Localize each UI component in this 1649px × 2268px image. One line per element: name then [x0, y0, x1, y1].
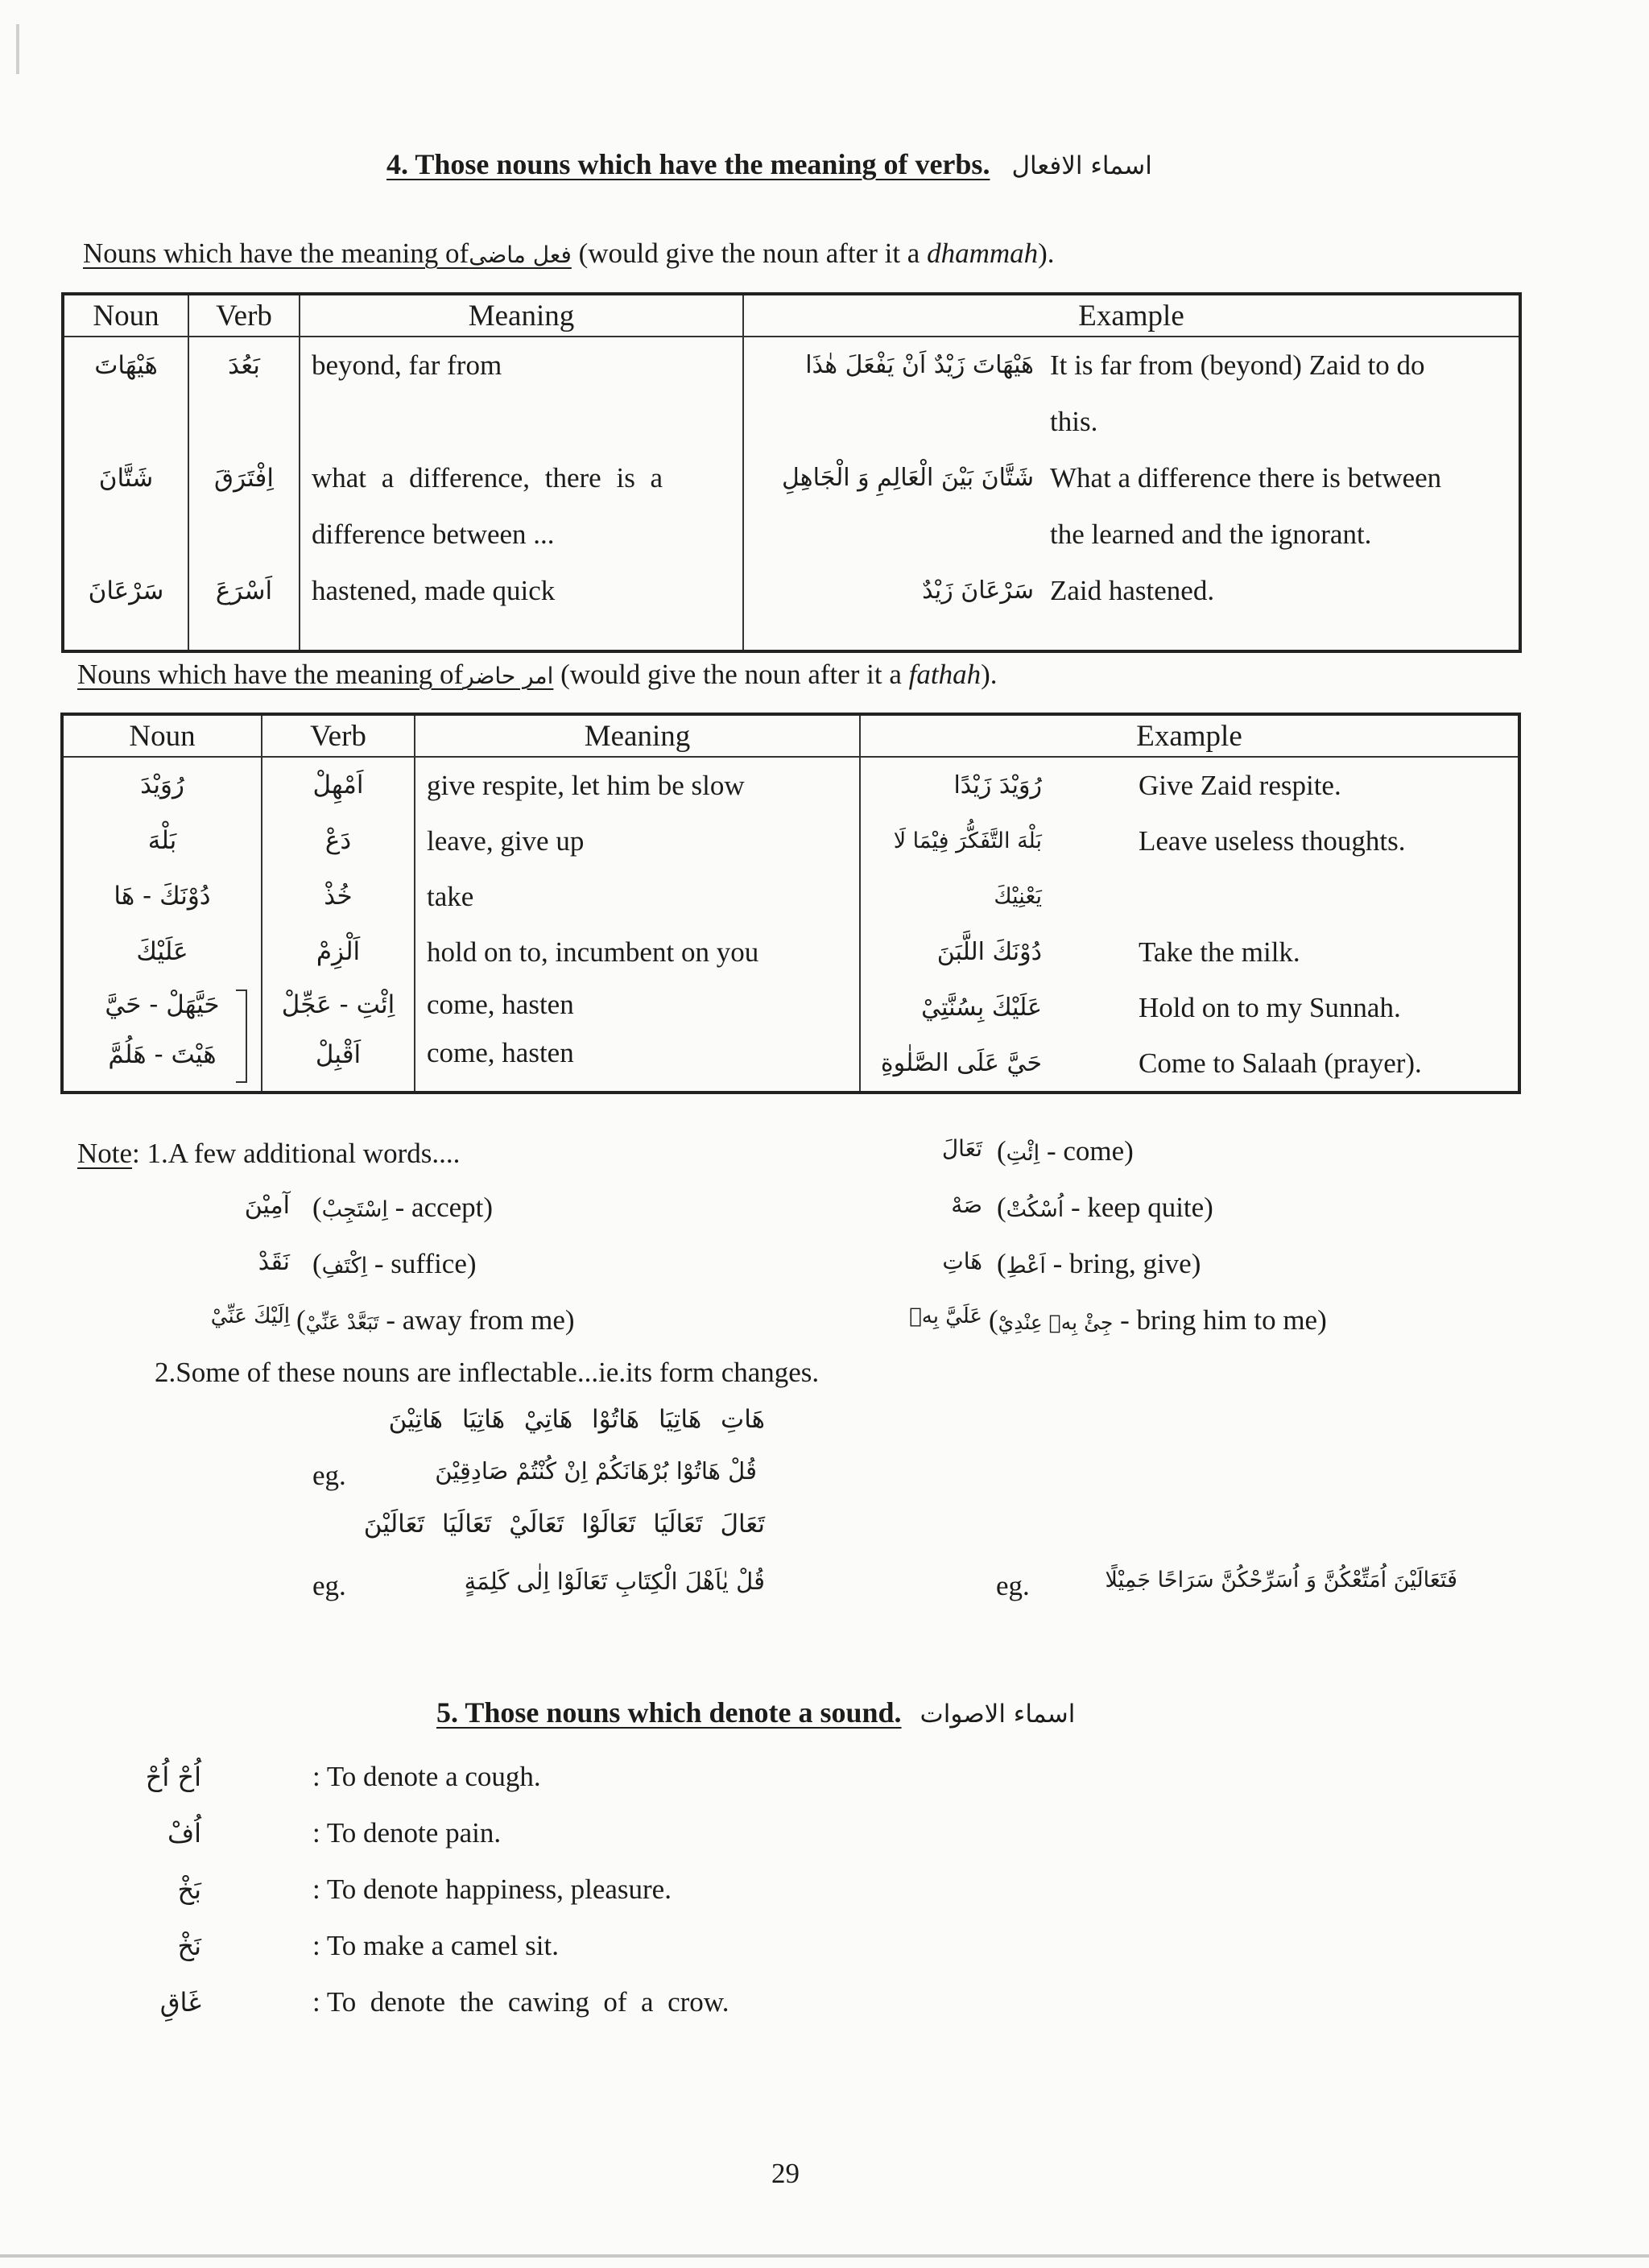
example-english: Give Zaid respite.: [1139, 770, 1341, 801]
word-gloss-arabic: اِئْتِ: [1006, 1141, 1040, 1166]
noun-cell: شَتَّانَ: [98, 464, 154, 493]
list-item: [113, 1805, 729, 1861]
sound-meaning: : To denote happiness, pleasure.: [312, 1873, 672, 1905]
past-meaning-table: [61, 292, 1522, 653]
sound-arabic: اُفْ: [167, 1818, 201, 1849]
word-gloss-english: - keep quite): [1064, 1192, 1213, 1223]
section-4-heading: [386, 147, 1152, 181]
example-cell: [744, 563, 1519, 619]
header-example: Example: [743, 294, 1520, 337]
imperative-intro-end: ).: [981, 659, 998, 690]
page-edge: [0, 2254, 1649, 2258]
section-5-title-arabic: اسماء الاصوات: [920, 1700, 1076, 1729]
note-line-2: 2.Some of these nouns are inflectable...ie.its form changes.: [155, 1357, 820, 1388]
noun-cell: هَيْهَاتَ: [94, 351, 158, 380]
word-gloss-english: - come): [1039, 1135, 1134, 1167]
sound-meaning: : To denote a cough.: [312, 1761, 541, 1792]
example-line: What a difference there is between: [1050, 462, 1442, 494]
noun-cell: حَيَّهَلْ - حَيَّ: [105, 990, 220, 1019]
word-arabic: عَلَيَّ بِهٖ: [909, 1304, 982, 1328]
example-arabic: سَرْعَانَ زَيْدٌ: [922, 576, 1034, 605]
hati-example: قُلْ هَاتُوْا بُرْهَانَكُمْ اِنْ كُنْتُمْ صَادِقِيْنَ: [435, 1457, 757, 1485]
verb-cell: خُذْ: [324, 882, 353, 911]
word-gloss-arabic: تَبَعَّدْ عَنِّيْ: [305, 1311, 379, 1334]
table-header-row: [62, 714, 1519, 757]
past-intro-end: ).: [1038, 238, 1055, 269]
verb-cell: بَعُدَ: [228, 351, 260, 380]
example-english: [1042, 450, 1441, 563]
header-noun: Noun: [62, 714, 262, 757]
sound-arabic: بَخْ: [177, 1874, 201, 1905]
sound-list: [113, 1749, 729, 2030]
sound-arabic: نَخْ: [177, 1931, 201, 1961]
word-arabic: صَهْ: [951, 1192, 982, 1218]
meaning-cell: come, hasten: [427, 989, 574, 1020]
meaning-line: hastened, made quick: [312, 575, 556, 606]
table-header-row: [63, 294, 1520, 337]
hati-forms: هَاتِ هَاتِيَا هَاتُوْا هَاتِيْ هَاتِيَا هَاتِيْنَ: [388, 1405, 765, 1434]
example-line: Zaid hastened.: [1050, 575, 1215, 606]
word-gloss-english: - bring him to me): [1113, 1304, 1327, 1336]
verb-cell: دَعْ: [324, 826, 352, 855]
example-arabic: هَيْهَاتَ زَيْدٌ اَنْ يَفْعَلَ هٰذَا: [805, 351, 1034, 379]
note-words-left: [201, 1192, 684, 1361]
imperative-intro-rest: (would give the noun after it a: [553, 659, 909, 690]
meaning-cell: come, hasten: [427, 1037, 574, 1068]
noun-cell: دُوْنَكَ - هَا: [114, 882, 211, 911]
word-arabic: هَاتِ: [942, 1248, 982, 1274]
scan-mark: [16, 24, 19, 74]
verb-cell: اَقْبِلْ: [315, 1040, 362, 1069]
sound-meaning: : To make a camel sit.: [312, 1930, 559, 1961]
note-line-1: [77, 1138, 460, 1170]
example-arabic: بَلْهَ التَّفَكُّرَ فِيْمَا لَا يَعْنِيْكَ: [893, 828, 1042, 909]
section-5-title: 5. Those nouns which denote a sound.: [436, 1696, 902, 1729]
example-english: Hold on to my Sunnah.: [1139, 992, 1401, 1023]
table-row: [62, 757, 1519, 1093]
meaning-cell: hold on to, incumbent on you: [427, 936, 759, 968]
example-line: It is far from (beyond) Zaid to do: [1050, 349, 1425, 381]
noun-cell: سَرْعَانَ: [88, 576, 164, 605]
word-arabic: تَعَالَ: [941, 1135, 982, 1162]
meaning-cell: [312, 337, 742, 450]
example-english: Take the milk.: [1139, 936, 1300, 968]
imperative-intro-label: Nouns which have the meaning of: [77, 659, 464, 690]
header-noun: Noun: [63, 294, 188, 337]
imperative-intro-italic: fathah: [908, 659, 982, 690]
example-cell: [744, 337, 1519, 450]
verb-cell: اِفْتَرَقَ: [214, 464, 274, 493]
example-english: Leave useless thoughts.: [1139, 825, 1406, 857]
imperative-intro-arabic: امر حاضر: [463, 663, 554, 689]
word-gloss-arabic: اُسْكُتْ: [1006, 1197, 1064, 1222]
header-verb: Verb: [188, 294, 300, 337]
list-item: [113, 1918, 729, 1974]
sound-arabic: اُحْ اُحْ: [145, 1762, 201, 1792]
page-number: 29: [771, 2158, 800, 2189]
word-gloss-arabic: اِكْتَفِ: [321, 1254, 368, 1279]
meaning-cell: give respite, let him be slow: [427, 770, 745, 801]
example-line: the learned and the ignorant.: [1050, 518, 1372, 550]
example-cell: [861, 758, 1518, 813]
list-item: [113, 1974, 729, 2030]
past-intro-label: Nouns which have the meaning of: [83, 238, 469, 269]
eg-label: eg.: [312, 1570, 346, 1601]
word-arabic: آمِيْنَ: [244, 1192, 290, 1220]
list-item: آمِيْنَ (اِسْتَجِبْ - accept): [201, 1192, 684, 1248]
note-label: Note: [77, 1138, 133, 1169]
list-item: هَاتِ (اَعْطِ - bring, give): [902, 1248, 1465, 1304]
word-gloss-english: - suffice): [367, 1248, 477, 1279]
example-arabic: حَيَّ عَلَى الصَّلٰوةِ: [880, 1049, 1042, 1077]
past-intro: [83, 238, 1055, 270]
meaning-cell: [312, 563, 742, 619]
meaning-cell: leave, give up: [427, 825, 585, 857]
example-cell: [861, 980, 1518, 1035]
sound-meaning: : To denote the cawing of a crow.: [312, 1986, 729, 2018]
meaning-line: beyond, far from: [312, 349, 502, 381]
table-row: [63, 337, 1520, 651]
list-item: نَقَدْ (اِكْتَفِ - suffice): [201, 1248, 684, 1304]
word-gloss-english: - bring, give): [1045, 1248, 1201, 1279]
example-english: Come to Salaah (prayer).: [1139, 1047, 1422, 1079]
verb-cell: اَمْهِلْ: [312, 770, 364, 799]
meaning-cell: take: [427, 881, 474, 912]
taala-example-2: فَتَعَالَيْنَ اُمَتِّعْكُنَّ وَ اُسَرِّحْكُنَّ سَرَاحًا جَمِيْلًا: [1105, 1568, 1457, 1593]
example-line: this.: [1050, 406, 1098, 437]
list-item: تَعَالَ (اِئْتِ - come): [902, 1135, 1465, 1192]
header-example: Example: [860, 714, 1519, 757]
eg-label: eg.: [312, 1460, 346, 1491]
word-gloss-english: - accept): [387, 1192, 494, 1223]
grouping-bracket: [236, 989, 247, 1083]
example-arabic: شَتَّانَ بَيْنَ الْعَالِمِ وَ الْجَاهِلِ: [782, 464, 1034, 492]
example-english: [1042, 563, 1214, 619]
past-intro-arabic: فعل ماضى: [469, 242, 572, 268]
meaning-cell: [312, 450, 742, 563]
noun-cell: عَلَيْكَ: [136, 937, 188, 966]
example-arabic: دُوْنَكَ اللَّبَنَ: [936, 938, 1042, 966]
header-meaning: Meaning: [415, 714, 860, 757]
imperative-meaning-table: [60, 713, 1521, 1094]
section-4-title-arabic: اسماء الافعال: [1011, 151, 1152, 180]
noun-cell: بَلْهَ: [147, 826, 177, 855]
example-cell: [861, 924, 1518, 980]
past-intro-rest: (would give the noun after it a: [571, 238, 928, 269]
header-verb: Verb: [262, 714, 415, 757]
list-item: صَهْ (اُسْكُتْ - keep quite): [902, 1192, 1465, 1248]
word-gloss-arabic: اَعْطِ: [1006, 1254, 1046, 1279]
section-5-heading: [436, 1696, 1075, 1729]
verb-cell: اَسْرَعَ: [215, 576, 273, 605]
word-gloss-arabic: اِسْتَجِبْ: [321, 1197, 388, 1222]
meaning-line: difference between ...: [312, 518, 555, 550]
past-intro-italic: dhammah: [927, 238, 1039, 269]
imperative-intro: [77, 659, 998, 691]
word-arabic: نَقَدْ: [258, 1248, 290, 1276]
noun-cell: رُوَيْدَ: [140, 770, 184, 799]
noun-cell: هَيْتَ - هَلُمَّ: [108, 1040, 217, 1069]
example-arabic: عَلَيْكَ بِسُنَّتِيْ: [921, 994, 1042, 1022]
list-item: [113, 1749, 729, 1805]
header-meaning: Meaning: [300, 294, 743, 337]
word-gloss-english: - away from me): [378, 1304, 575, 1336]
list-item: عَلَيَّ بِهٖ (جِئْ بِهٖ عِنْدِيْ - bring him to me): [894, 1304, 1465, 1361]
verb-cell: اَلْزِمْ: [316, 937, 361, 966]
example-english: [1042, 337, 1425, 450]
eg-label: eg.: [996, 1570, 1030, 1601]
verb-cell: اِئْتِ - عَجِّلْ: [281, 990, 395, 1019]
note-words-right: [902, 1135, 1465, 1361]
word-gloss-arabic: جِئْ بِهٖ عِنْدِيْ: [998, 1311, 1114, 1334]
example-cell: [744, 450, 1519, 563]
list-item: [113, 1861, 729, 1918]
taala-example: قُلْ يٰاَهْلَ الْكِتَابِ تَعَالَوْا اِلٰى كَلِمَةٍ: [464, 1568, 765, 1595]
example-arabic: رُوَيْدَ زَيْدًا: [953, 771, 1042, 799]
meaning-line: what a difference, there is a: [312, 462, 663, 494]
taala-forms: تَعَالَ تَعَالَيَا تَعَالَوْا تَعَالَيْ تَعَالَيَا تَعَالَيْنَ: [363, 1510, 765, 1539]
example-cell: [861, 1035, 1518, 1091]
section-4-title: 4. Those nouns which have the meaning of verbs.: [386, 148, 990, 180]
list-item: اِلَيْكَ عَنِّيْ (تَبَعَّدْ عَنِّيْ - away from me): [169, 1304, 684, 1361]
note-text: : 1.A few additional words....: [132, 1138, 461, 1169]
sound-meaning: : To denote pain.: [312, 1817, 502, 1849]
example-cell: [861, 813, 1518, 924]
word-arabic: اِلَيْكَ عَنِّيْ: [210, 1304, 290, 1328]
sound-arabic: غَاقِ: [159, 1987, 201, 2018]
